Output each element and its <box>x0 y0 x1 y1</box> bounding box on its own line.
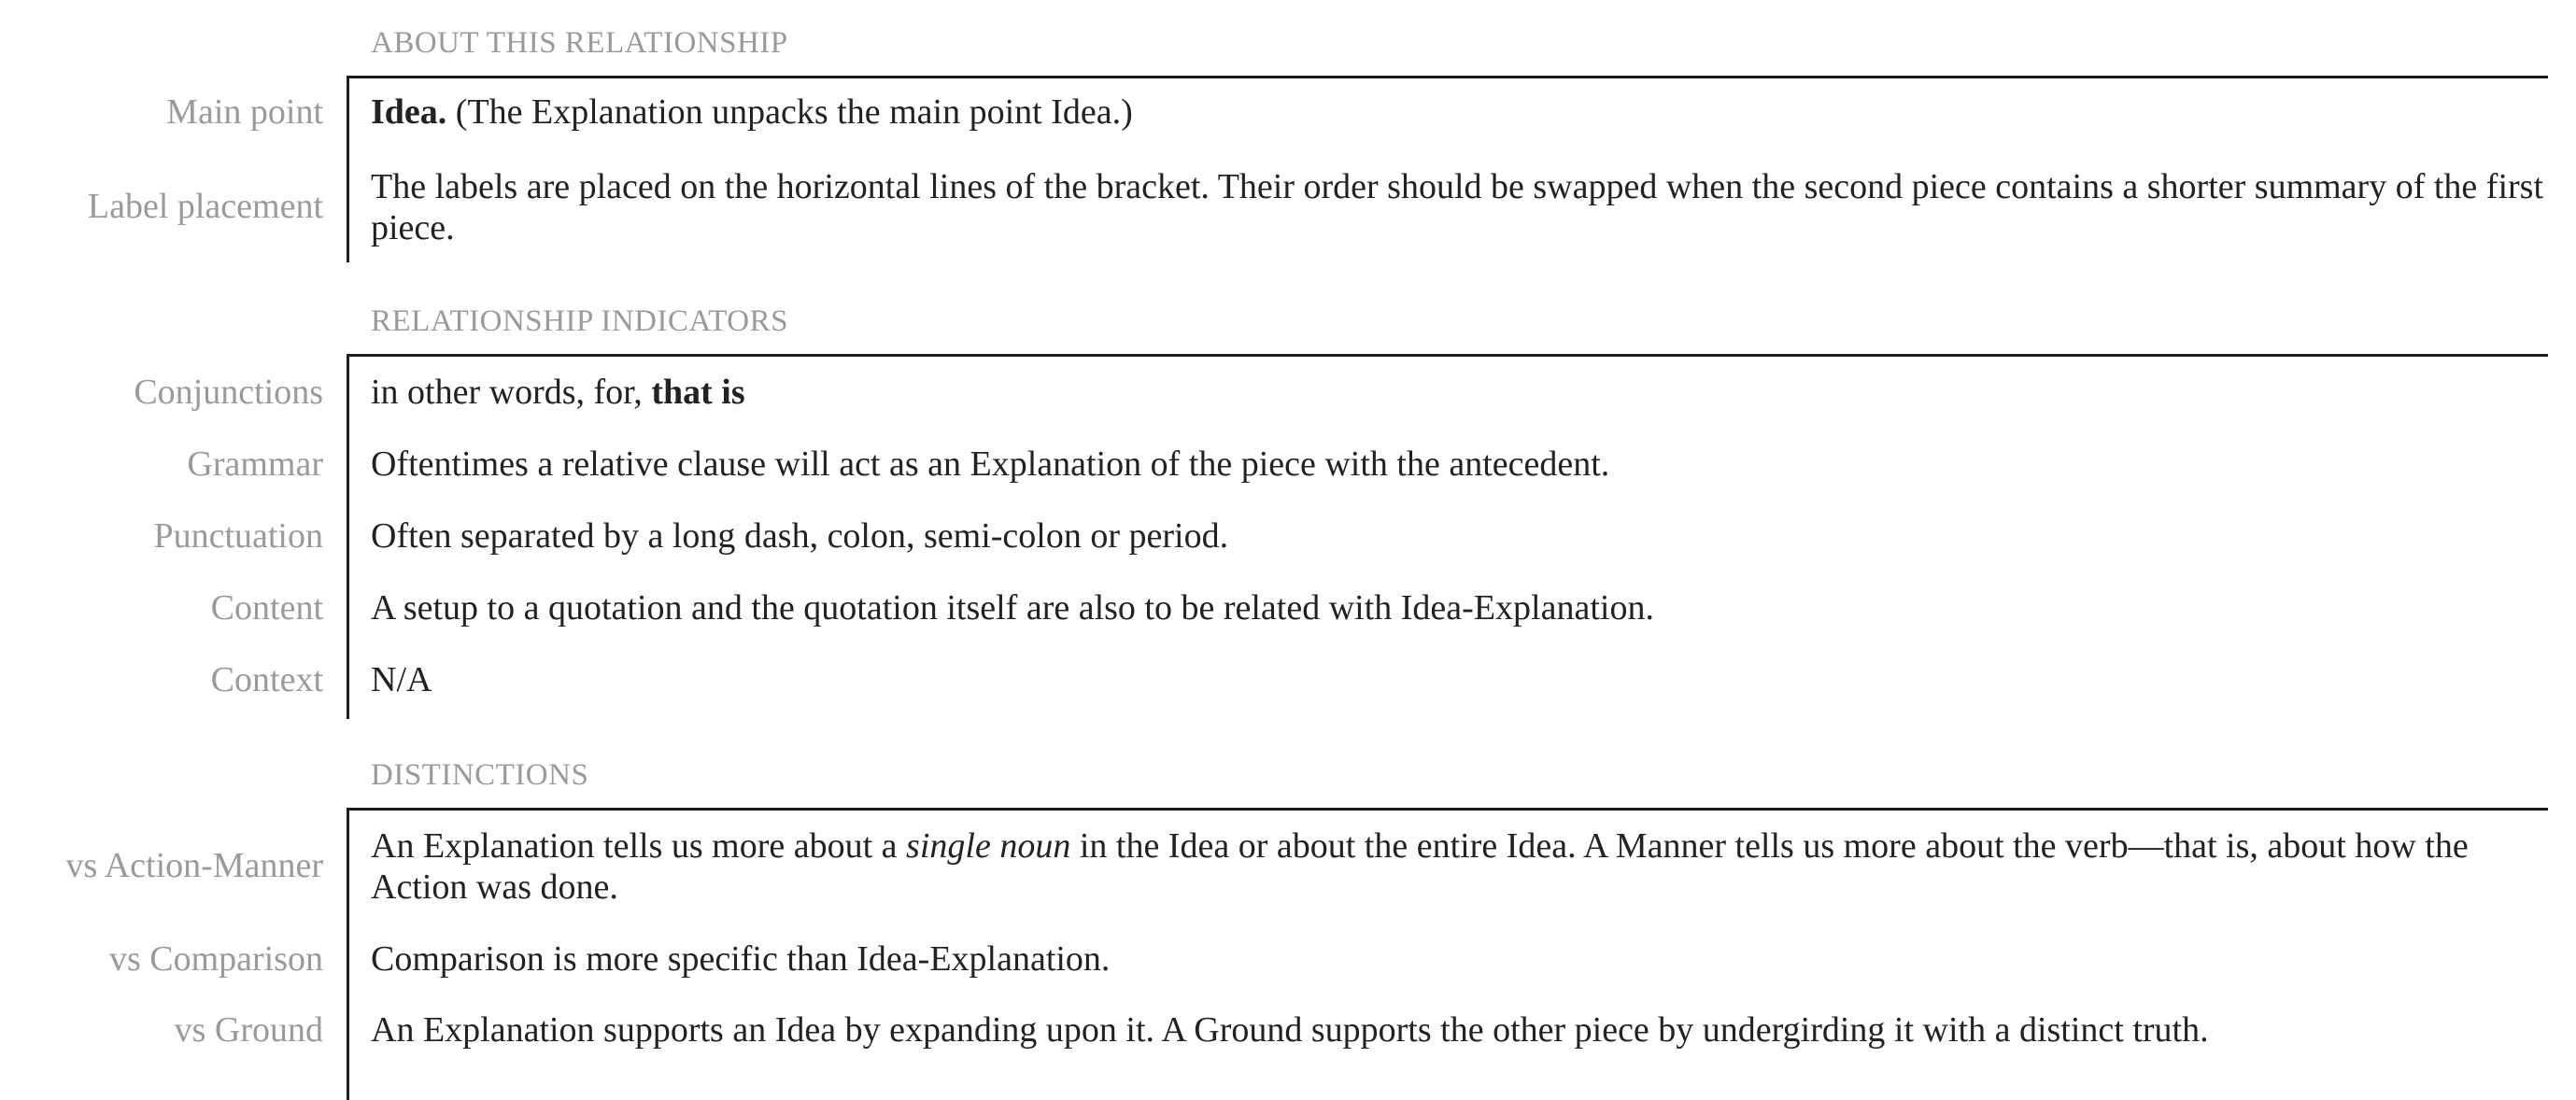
row-label: Grammar <box>187 444 323 484</box>
bracket-line-about <box>347 76 349 262</box>
row-value: Comparison is more specific than Idea-Explanation. <box>371 939 1111 979</box>
row-value-italic: single noun <box>906 826 1071 866</box>
row-label: Context <box>210 660 323 699</box>
row-label: vs Comparison <box>108 939 323 979</box>
row-value: The labels are placed on the horizontal lines of the bracket. Their order should be swapped when the second piece contains a shorter summary of the first piece. <box>371 167 2543 247</box>
section-rule-about <box>347 76 2548 78</box>
row-label: Main point <box>166 92 323 132</box>
row-value <box>371 372 2547 413</box>
row-value-bold: that is <box>651 373 745 412</box>
row-value-text: (The Explanation unpacks the main point Idea.) <box>446 92 1133 132</box>
bracket-line-indicators <box>347 354 349 719</box>
section-rule-distinctions <box>347 808 2548 811</box>
row-value: Often separated by a long dash, colon, semi-colon or period. <box>371 516 1229 556</box>
row-label: Punctuation <box>153 516 323 556</box>
row-value: Oftentimes a relative clause will act as an Explanation of the piece with the antecedent. <box>371 444 1610 484</box>
row-label: Conjunctions <box>134 373 323 412</box>
row-label: vs Ground <box>174 1010 323 1050</box>
section-title-about: ABOUT THIS RELATIONSHIP <box>371 26 788 60</box>
row-value <box>371 92 2547 133</box>
section-rule-indicators <box>347 354 2548 357</box>
row-label: Content <box>210 588 323 628</box>
row-label: Label placement <box>87 187 323 226</box>
bracket-line-distinctions <box>347 808 349 1100</box>
row-value: N/A <box>371 660 432 699</box>
row-value <box>371 825 2547 908</box>
section-title-indicators: RELATIONSHIP INDICATORS <box>371 304 788 338</box>
row-value: A setup to a quotation and the quotation itself are also to be related with Idea-Explanation. <box>371 588 1654 628</box>
row-label: vs Action-Manner <box>65 846 323 885</box>
row-value-text: in other words, for, <box>371 373 652 412</box>
row-value-text-after: in the Idea or about the entire Idea. A Manner tells us more about the verb—that is, about how the Action was done. <box>371 826 2469 907</box>
section-title-distinctions: DISTINCTIONS <box>371 758 589 792</box>
row-value: An Explanation supports an Idea by expanding upon it. A Ground supports the other piece by undergirding it with a distinct truth. <box>371 1010 2209 1050</box>
row-value-bold: Idea. <box>371 92 447 132</box>
row-value-text-before: An Explanation tells us more about a <box>371 826 907 866</box>
